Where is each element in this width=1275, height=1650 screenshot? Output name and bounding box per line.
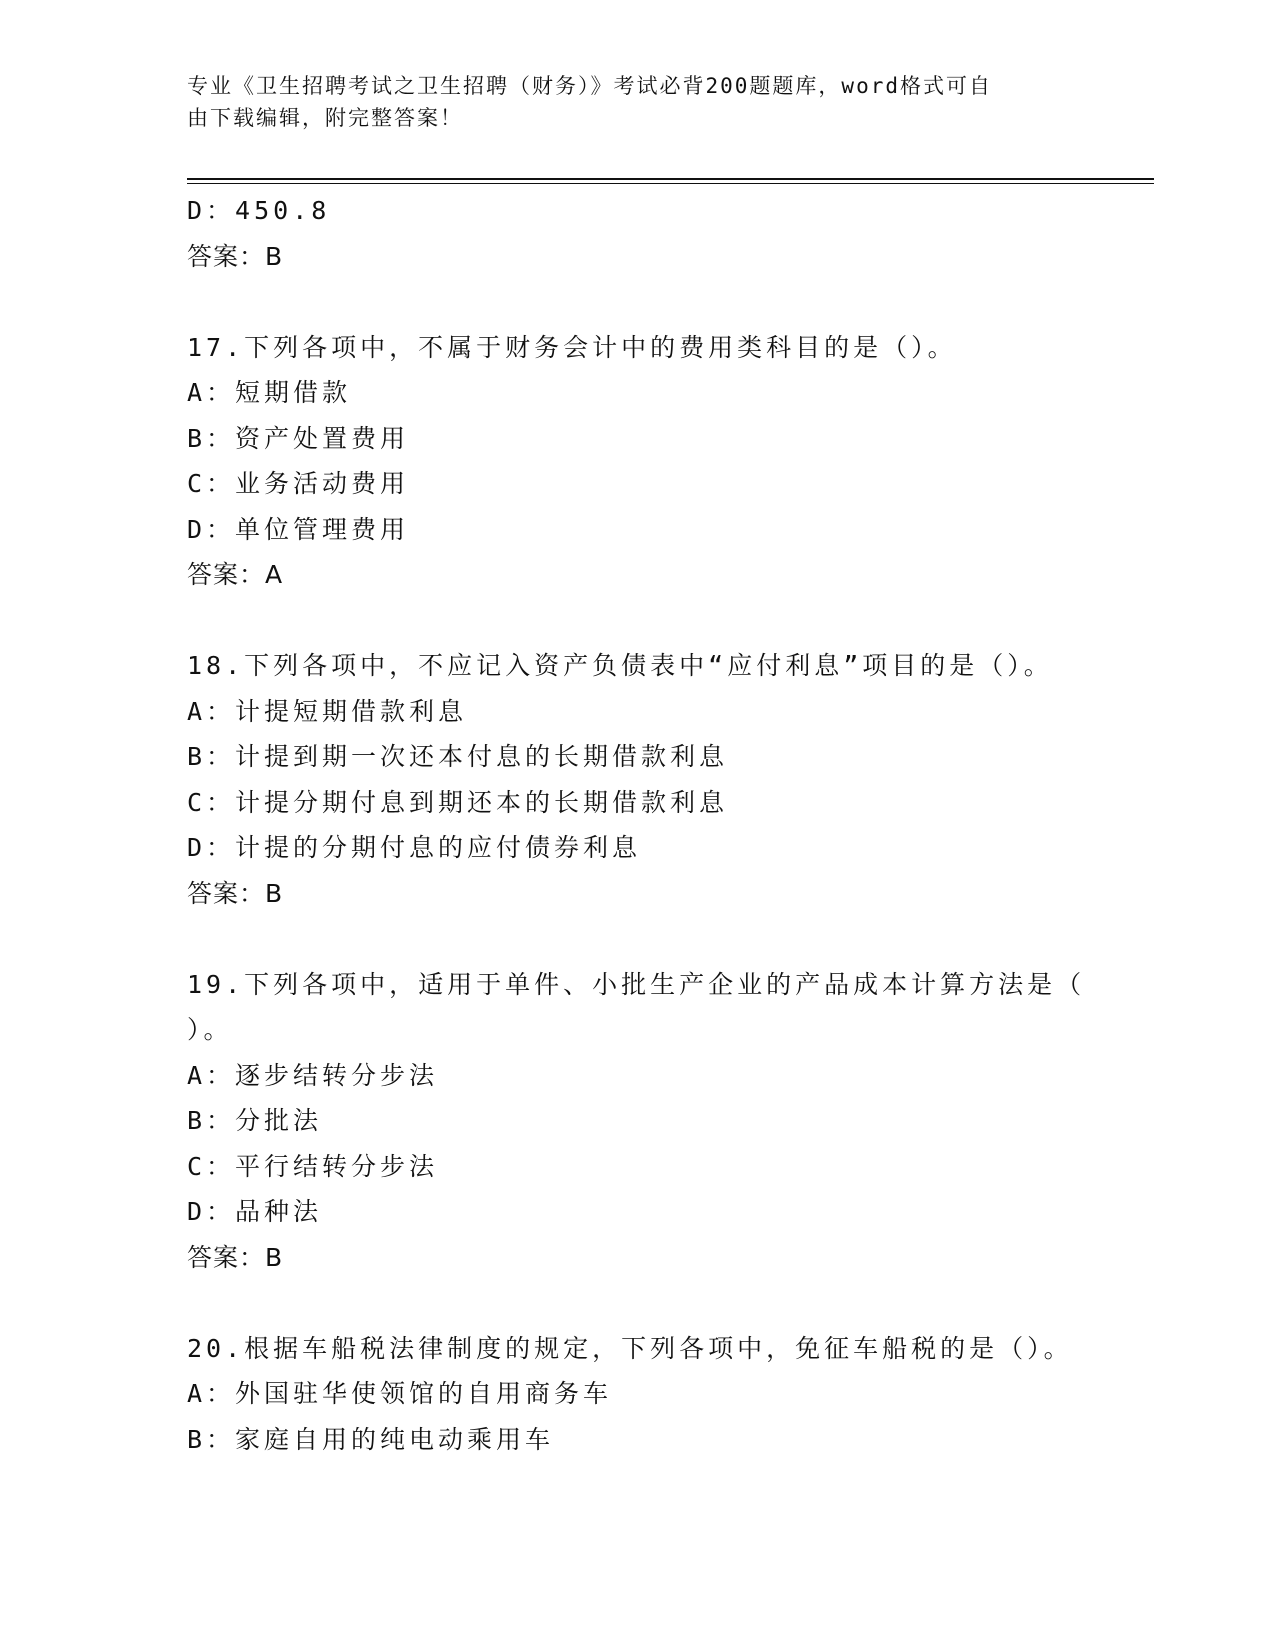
question-20 <box>187 1326 1087 1463</box>
option-a: A：短期借款 <box>187 378 352 407</box>
question-stem: 18.下列各项中，不应记入资产负债表中“应付利息”项目的是（）。 <box>187 651 1053 680</box>
option-a: A：计提短期借款利息 <box>187 696 468 726</box>
question-19 <box>187 962 1087 1281</box>
option-d: D：品种法 <box>187 1197 323 1226</box>
answer-line: 答案：B <box>187 878 284 908</box>
header-rule-thin <box>187 183 1154 184</box>
option-a: A：逐步结转分步法 <box>187 1060 439 1090</box>
question-stem: 20.根据车船税法律制度的规定，下列各项中，免征车船税的是（）。 <box>187 1333 1073 1363</box>
option-d: D：450.8 <box>187 196 331 225</box>
question-17 <box>187 325 1087 598</box>
option-b: B：家庭自用的纯电动乘用车 <box>187 1424 555 1454</box>
option-c: C：平行结转分步法 <box>187 1151 439 1181</box>
previous-question-tail <box>187 188 1087 279</box>
document-header <box>187 70 1067 134</box>
answer-line: 答案：B <box>187 1242 284 1272</box>
answer-line: 答案：A <box>187 560 284 589</box>
question-18 <box>187 643 1087 916</box>
header-line-1: 专业《卫生招聘考试之卫生招聘（财务）》考试必背200题题库，word格式可自 <box>187 74 992 98</box>
option-b: B：资产处置费用 <box>187 423 410 453</box>
header-rule-thick <box>187 178 1154 180</box>
option-c: C：业务活动费用 <box>187 469 410 498</box>
option-d: D：单位管理费用 <box>187 514 410 544</box>
question-stem-line-1: 19.下列各项中，适用于单件、小批生产企业的产品成本计算方法是（ <box>187 969 1086 999</box>
option-d: D：计提的分期付息的应付债券利息 <box>187 833 642 862</box>
answer-line: 答案：B <box>187 241 284 271</box>
option-a: A：外国驻华使领馆的自用商务车 <box>187 1379 613 1408</box>
option-b: B：计提到期一次还本付息的长期借款利息 <box>187 742 729 771</box>
option-b: B：分批法 <box>187 1106 323 1135</box>
question-stem-line-2: ）。 <box>187 1015 233 1044</box>
question-stem: 17.下列各项中，不属于财务会计中的费用类科目的是（）。 <box>187 332 957 362</box>
document-body <box>187 188 1087 1462</box>
header-line-2: 由下载编辑，附完整答案！ <box>187 106 463 130</box>
option-c: C：计提分期付息到期还本的长期借款利息 <box>187 787 729 817</box>
